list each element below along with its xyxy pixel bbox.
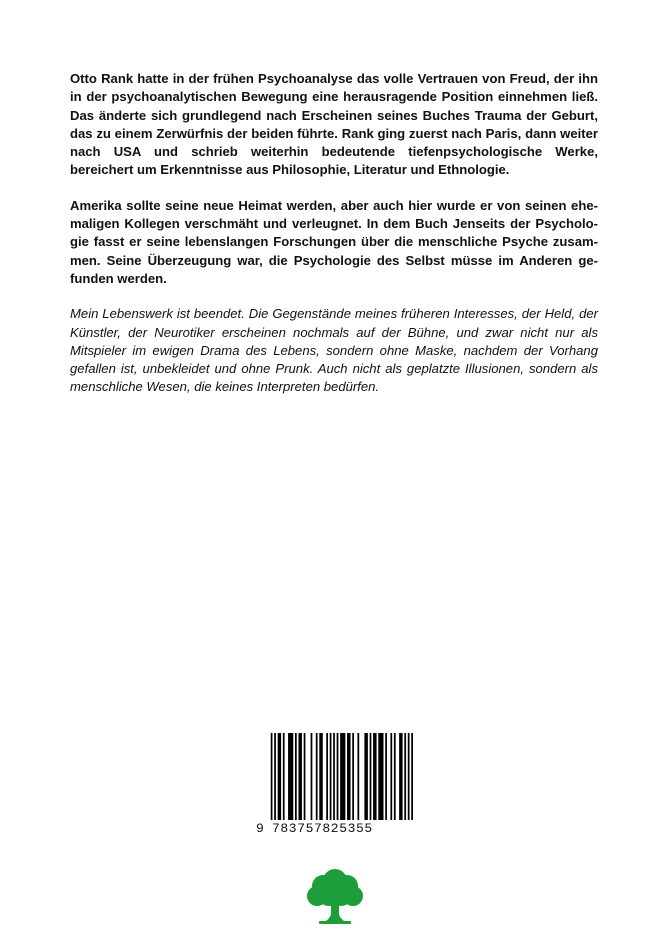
barcode-bar [390,733,392,821]
tree-icon [305,864,365,926]
barcode-bar [274,733,276,821]
barcode-bar [319,733,322,821]
barcode-bar [357,733,359,821]
barcode-bar [411,733,413,821]
barcode-number [255,820,418,838]
barcode-bar [330,733,332,821]
isbn-barcode [255,733,418,836]
barcode-bar [304,733,306,821]
barcode-bar [408,733,410,821]
barcode-bar [404,733,406,821]
barcode-bar [340,733,345,821]
barcode-bar [399,733,402,821]
barcode-bar [385,733,387,821]
barcode-bar [373,733,376,821]
barcode-bar [278,733,281,821]
barcode-bar [311,733,313,821]
back-cover-text [70,70,598,414]
barcode-lead-digit: 9 [256,821,265,836]
barcode-bar [347,733,350,821]
barcode-bar [370,733,372,821]
barcode-digits: 783757825355 [272,821,373,836]
barcode-bar [295,733,297,821]
barcode-bar [271,733,273,821]
barcode-bar [394,733,396,821]
paragraph-2: Amerika sollte seine neue Heimat werden, aber auch hier wurde er von seinen ehemaligen Kollegen verschmäht und verleugnet. In dem Buch Jenseits der Psychologie fasst er seine lebenslangen Forschungen über die menschliche Psyche zusammen. Seine Überzeugung war, die Psychologie des Selbst müsse im Anderen gefunden werden. [70,197,598,286]
barcode-bars [255,733,418,821]
barcode-bar [378,733,383,821]
barcode-bar [288,733,293,821]
barcode-bar [283,733,285,821]
barcode-bar [364,733,367,821]
paragraph-1: Otto Rank hatte in der frühen Psychoanalyse das volle Vertrauen von Freud, der ihn in der psychoanalytischen Bewegung eine herausragende Position einnehmen ließ. Das änderte sich grundlegend nach Erscheinen seines Buches Trauma der Geburt, das zu einem Zerwürfnis der beiden führte. Rank ging zuerst nach Paris, dann weiter nach USA und schrieb weiterhin bedeutende tiefenpsychologische Werke, bereichert um Erkenntnisse aus Philosophie, Literatur und Ethnologie. [70,71,598,178]
barcode-bar [337,733,339,821]
quote-paragraph: Mein Lebenswerk ist beendet. Die Gegenstände meines früheren Interesses, der Held, der Künstler, der Neurotiker erscheinen nochmals auf der Bühne, und zwar nicht nur als Mitspieler im ewigen Drama des Lebens, sondern ohne Maske, nachdem der Vorhang gefallen ist, unbekleidet und ohne Prunk. Auch nicht als geplatzte Illusionen, sondern als menschliche Wesen, die keines Interpreten bedürfen. [70,306,598,395]
barcode-bar [352,733,354,821]
barcode-bar [316,733,318,821]
barcode-bar [333,733,335,821]
barcode-bar [298,733,301,821]
barcode-bar [326,733,328,821]
